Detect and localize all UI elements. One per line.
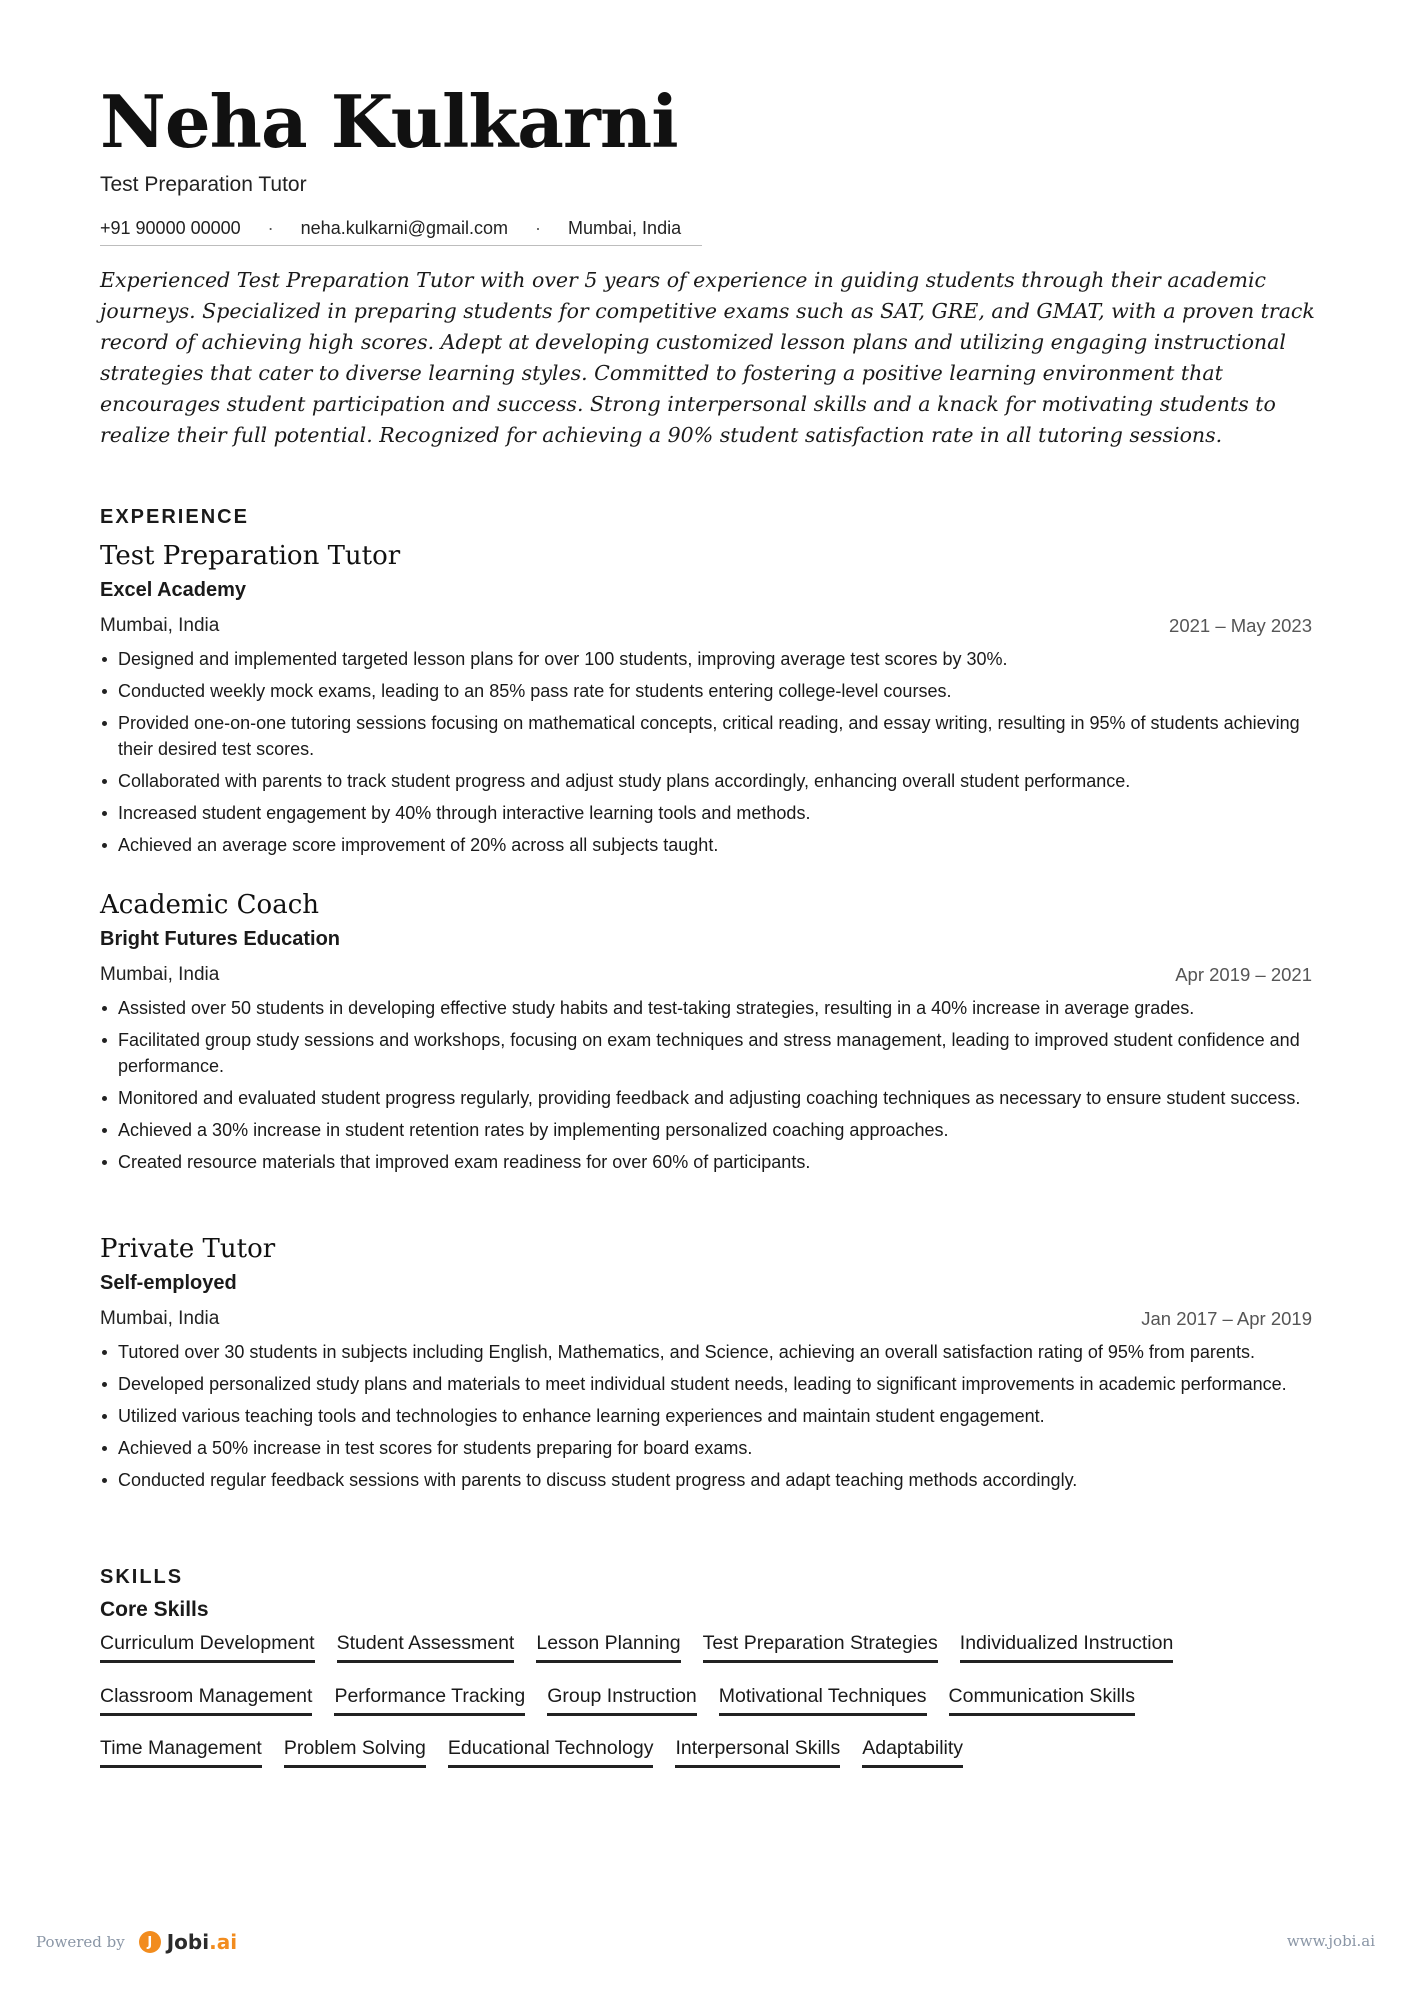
job-bullet: Achieved a 30% increase in student retention rates by implementing personalized coaching approaches. [100, 1117, 1312, 1143]
contact-separator: · [535, 218, 542, 238]
job-bullet: Tutored over 30 students in subjects including English, Mathematics, and Science, achieving an overall satisfaction rating of 95% from parents. [100, 1339, 1312, 1365]
job-bullet: Collaborated with parents to track student progress and adjust study plans accordingly, enhancing overall student performance. [100, 768, 1312, 794]
job-dates: Jan 2017 – Apr 2019 [1141, 1308, 1312, 1329]
skill-tag: Motivational Techniques [719, 1683, 927, 1716]
job-bullet: Utilized various teaching tools and technologies to enhance learning experiences and maintain student engagement. [100, 1403, 1312, 1429]
skill-tag: Time Management [100, 1735, 262, 1768]
skills-subheading: Core Skills [100, 1598, 209, 1621]
skill-tag: Educational Technology [448, 1735, 654, 1768]
job-bullet: Developed personalized study plans and materials to meet individual student needs, leading to significant improvements in academic performance. [100, 1371, 1312, 1397]
experience-heading: EXPERIENCE [100, 506, 249, 528]
job-bullet: Conducted weekly mock exams, leading to an 85% pass rate for students entering college-level courses. [100, 678, 1312, 704]
contact-line [100, 218, 702, 246]
job-role: Private Tutor [100, 1234, 276, 1264]
skill-tag: Test Preparation Strategies [703, 1630, 938, 1663]
jobi-logo-icon: J [139, 1931, 161, 1953]
job-company: Bright Futures Education [100, 928, 340, 950]
job-bullet: Achieved a 50% increase in test scores for students preparing for board exams. [100, 1435, 1312, 1461]
job-bullet: Assisted over 50 students in developing effective study habits and test-taking strategies, resulting in a 40% increase in average grades. [100, 995, 1312, 1021]
skills-row [100, 1630, 1195, 1663]
skill-tag: Student Assessment [337, 1630, 515, 1663]
skill-tag: Group Instruction [547, 1683, 697, 1716]
job-bullet: Monitored and evaluated student progress regularly, providing feedback and adjusting coaching techniques as necessary to ensure student success. [100, 1085, 1312, 1111]
summary-paragraph: Experienced Test Preparation Tutor with over 5 years of experience in guiding students through their academic journeys. Specialized in preparing students for competitive exams such as SAT, GRE, and GMAT, with a proven track record of achieving high scores. Adept at developing customized lesson plans and utilizing engaging instructional strategies that cater to diverse learning styles. Committed to fostering a positive learning environment that encourages student participation and success. Strong interpersonal skills and a knack for motivating students to realize their full potential. Recognized for achieving a 90% student satisfaction rate in all tutoring sessions. [100, 268, 1315, 447]
powered-by-footer[interactable] [36, 1930, 237, 1954]
candidate-title: Test Preparation Tutor [100, 173, 307, 196]
skill-tag: Interpersonal Skills [675, 1735, 840, 1768]
email-link[interactable]: neha.kulkarni@gmail.com [300, 218, 509, 238]
job-bullet: Provided one-on-one tutoring sessions focusing on mathematical concepts, critical reading, and essay writing, resulting in 95% of students achieving their desired test scores. [100, 710, 1312, 762]
job-role: Test Preparation Tutor [100, 541, 401, 571]
job-bullet: Conducted regular feedback sessions with parents to discuss student progress and adapt teaching methods accordingly. [100, 1467, 1312, 1493]
job-bullet: Designed and implemented targeted lesson plans for over 100 students, improving average test scores by 30%. [100, 646, 1312, 672]
job-bullets [100, 1339, 1312, 1493]
job-bullet: Facilitated group study sessions and workshops, focusing on exam techniques and stress management, leading to improved student confidence and performance. [100, 1027, 1312, 1079]
skill-tag: Problem Solving [284, 1735, 426, 1768]
job-bullets [100, 646, 1312, 858]
website-link[interactable]: www.jobi.ai [1286, 1932, 1375, 1950]
skill-tag: Curriculum Development [100, 1630, 315, 1663]
job-dates: Apr 2019 – 2021 [1175, 964, 1312, 985]
job-location-row [100, 613, 1312, 639]
skills-heading: SKILLS [100, 1566, 184, 1588]
skill-tag: Lesson Planning [536, 1630, 680, 1663]
job-bullets [100, 995, 1312, 1175]
jobi-logo-text [167, 1930, 237, 1954]
job-location: Mumbai, India [100, 615, 220, 636]
skill-tag: Classroom Management [100, 1683, 312, 1716]
job-company: Excel Academy [100, 579, 247, 601]
experience-entry [100, 1233, 1312, 1499]
contact-separator: · [267, 218, 274, 238]
phone-text: +91 90000 00000 [100, 218, 241, 238]
job-dates: 2021 – May 2023 [1169, 615, 1312, 636]
experience-entry [100, 540, 1312, 864]
job-location-row [100, 962, 1312, 988]
experience-entry [100, 889, 1312, 1181]
powered-by-label: Powered by [36, 1933, 125, 1951]
skill-tag: Performance Tracking [334, 1683, 525, 1716]
job-bullet: Increased student engagement by 40% through interactive learning tools and methods. [100, 800, 1312, 826]
job-location: Mumbai, India [100, 964, 220, 985]
skills-row [100, 1735, 985, 1768]
candidate-name: Neha Kulkarni [100, 79, 678, 164]
skill-tag: Individualized Instruction [960, 1630, 1174, 1663]
job-bullet: Created resource materials that improved exam readiness for over 60% of participants. [100, 1149, 1312, 1175]
location-text: Mumbai, India [568, 218, 682, 238]
job-location: Mumbai, India [100, 1308, 220, 1329]
job-bullet: Achieved an average score improvement of 20% across all subjects taught. [100, 832, 1312, 858]
skill-tag: Communication Skills [949, 1683, 1135, 1716]
job-location-row [100, 1306, 1312, 1332]
skills-row [100, 1683, 1157, 1716]
job-company: Self-employed [100, 1272, 237, 1294]
job-role: Academic Coach [100, 890, 320, 920]
logo-main-text: Jobi [166, 1930, 210, 1954]
skill-tag: Adaptability [862, 1735, 963, 1768]
logo-suffix-text: .ai [209, 1930, 238, 1954]
